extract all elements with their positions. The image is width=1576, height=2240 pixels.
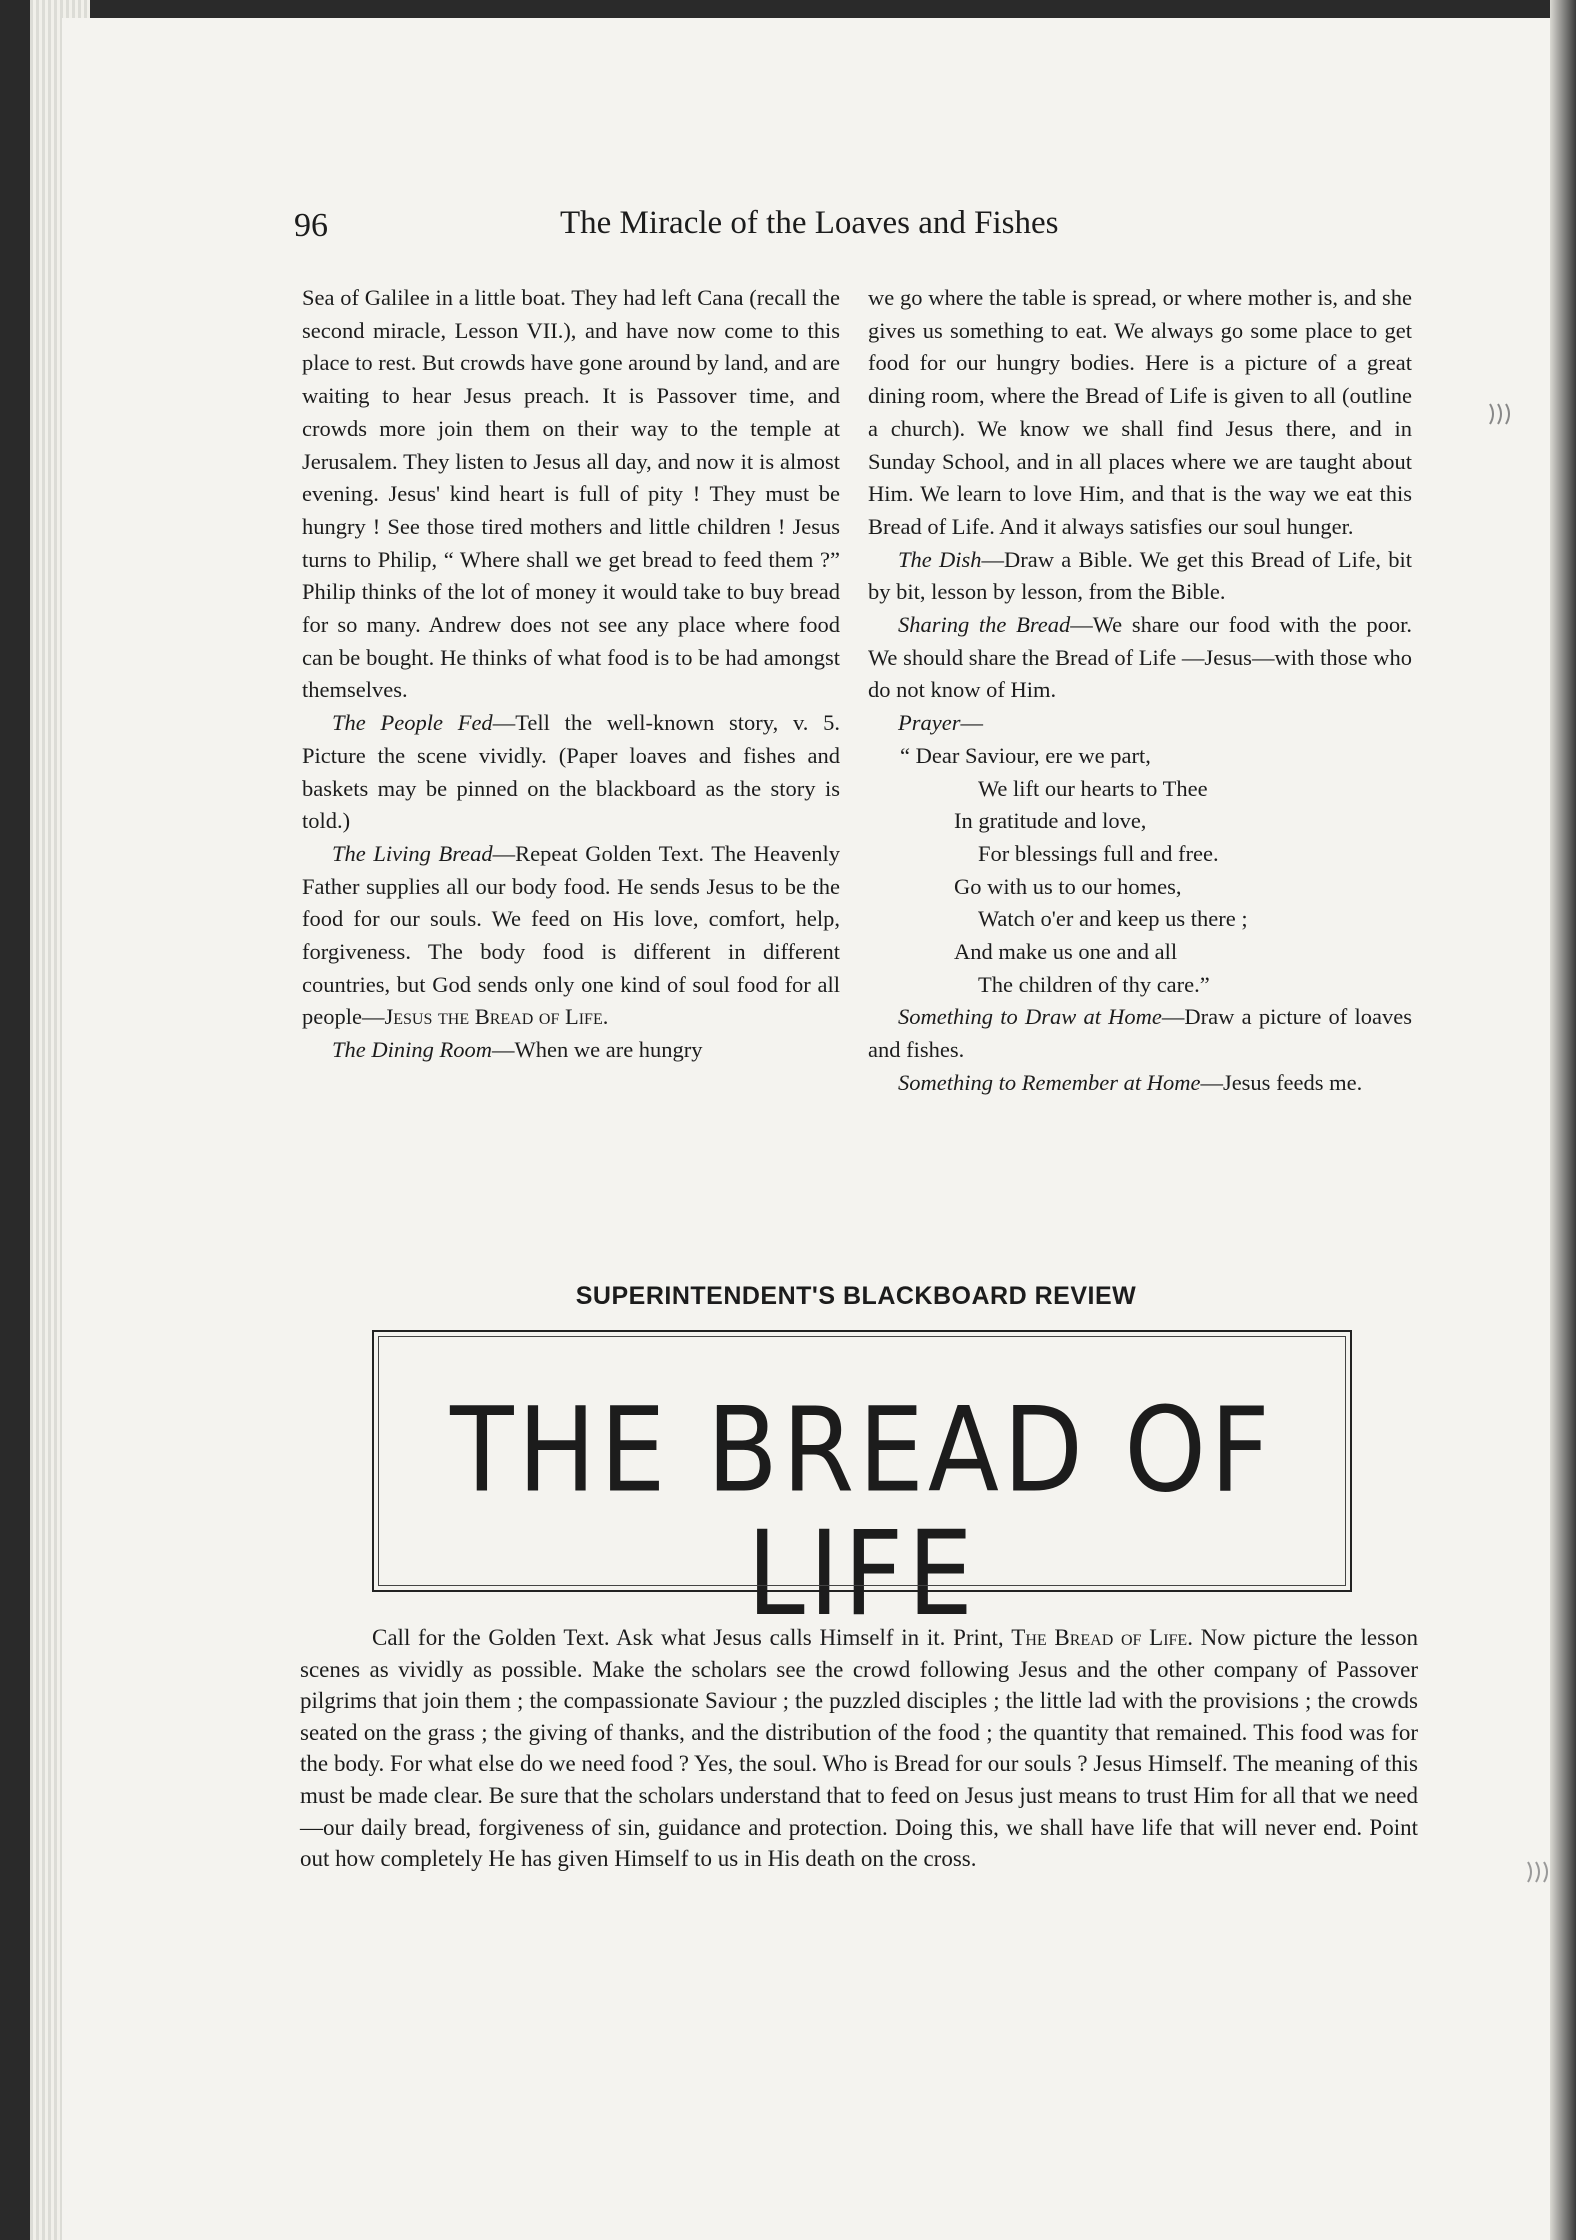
running-header xyxy=(292,205,1292,255)
section-title: Prayer xyxy=(898,710,961,736)
small-caps-text: The Bread of Life. xyxy=(1011,1625,1193,1650)
page-number: 96 xyxy=(294,207,328,244)
left-column xyxy=(302,282,840,1067)
poem-line: Go with us to our homes, xyxy=(954,873,1182,899)
poem-line: We lift our hearts to Thee xyxy=(978,775,1208,801)
prayer-poem xyxy=(868,740,1412,1002)
small-caps-text: Jesus the Bread of Life. xyxy=(384,1004,609,1030)
prayer-heading xyxy=(868,707,1412,740)
blackboard-text: THE BREAD OF LIFE xyxy=(450,1382,1274,1642)
poem-line: And make us one and all xyxy=(954,939,1178,965)
paragraph: we go where the table is spread, or where mother is, and she gives us something to eat. We always go some place to get food for our hungry bodies. Here is a picture of a great dining room, where the Bread of Life is given to all (outline a church). We know we shall find Jesus there, and in Sunday School, and in all places where we are taught about Him. We learn to love Him, and that is the way we eat this Bread of Life. And it always satisfies our soul hunger. xyxy=(868,285,1412,539)
poem-line: The children of thy care.” xyxy=(978,971,1210,997)
review-heading: SUPERINTENDENT'S BLACKBOARD REVIEW xyxy=(575,1282,1137,1310)
paragraph xyxy=(868,1001,1412,1066)
paragraph xyxy=(302,707,840,838)
paragraph xyxy=(868,609,1412,707)
section-title: The Dining Room xyxy=(332,1037,492,1063)
review-text: Call for the Golden Text. Ask what Jesus calls Himself in it. Print, xyxy=(372,1625,1012,1650)
right-column xyxy=(868,282,1412,1100)
paragraph xyxy=(868,544,1412,609)
paragraph: Sea of Galilee in a little boat. They had left Cana (recall the second miracle, Lesson VII.), and have now come to this place to rest. But crowds have gone around by land, and are waiting to hear Jesus preach. It is Passover time, and crowds more join them on their way to the temple at Jerusalem. They listen to Jesus all day, and now it is almost evening. Jesus' kind heart is full of pity ! They must be hungry ! See those tired mothers and little children ! Jesus turns to Philip, “ Where shall we get bread to feed them ?” Philip thinks of the lot of money it would take to buy bread for so many. Andrew does not see any place where food can be bought. He thinks of what food is to be had amongst themselves. xyxy=(302,285,840,703)
review-body xyxy=(300,1622,1418,1875)
section-title: The Dish xyxy=(898,546,982,572)
poem-line: For blessings full and free. xyxy=(978,840,1219,866)
review-text: Now picture the lesson scenes as vividly as possible. Make the scholars see the crowd following Jesus and the other company of Passover pilgrims that join them ; the compassionate Saviour ; the puzzled disciples ; the little lad with the provisions ; the crowds seated on the grass ; the giving of thanks, and the distribution of the food ; the quantity that remained. This food was for the body. For what else do we need food ? Yes, the soul. Who is Bread for our souls ? Jesus Himself. The meaning of this must be made clear. Be sure that the scholars understand that to feed on Jesus just means to trust Him for all that we need—our daily bread, forgiveness of sin, guidance and protection. Doing this, we shall have life that will never end. Point out how completely He has given Himself to us in His death on the cross. xyxy=(300,1625,1418,1872)
paragraph xyxy=(302,1034,840,1067)
binding-shadow xyxy=(1550,0,1576,2240)
paragraph xyxy=(868,1067,1412,1100)
paragraph xyxy=(300,1622,1418,1875)
section-dash: — xyxy=(960,710,983,736)
section-title: Sharing the Bread xyxy=(898,612,1071,638)
section-title: Something to Draw at Home xyxy=(898,1004,1162,1030)
margin-mark-icon xyxy=(1486,398,1530,430)
section-text: —Repeat Golden Text. The Heavenly Father supplies all our body food. He sends Jesus to be the food for our souls. We feed on His love, comfort, help, forgiveness. The body food is different in different countries, but God sends only one kind of soul food for all people— xyxy=(302,840,841,1030)
poem-line: Watch o'er and keep us there ; xyxy=(978,906,1248,932)
paragraph xyxy=(302,838,840,1034)
poem-line: In gratitude and love, xyxy=(954,808,1147,834)
section-title: Something to Remember at Home xyxy=(898,1069,1201,1095)
section-text: —When we are hungry xyxy=(492,1037,703,1063)
running-title: The Miracle of the Loaves and Fishes xyxy=(560,205,1059,241)
section-title: The Living Bread xyxy=(332,840,493,866)
section-text: —Tell the well-known story, v. 5. Picture the scene vividly. (Paper loaves and fishes and baskets may be pinned on the blackboard as the story is told.) xyxy=(302,710,840,834)
poem-line: “ Dear Saviour, ere we part, xyxy=(900,742,1151,768)
section-text: —Draw a picture of loaves and fishes. xyxy=(868,1004,1412,1063)
section-text: —Jesus feeds me. xyxy=(1200,1069,1363,1095)
section-title: The People Fed xyxy=(332,710,493,736)
section-text: —We share our food with the poor. We should share the Bread of Life —Jesus—with those who do not know of Him. xyxy=(868,612,1412,703)
margin-mark-icon xyxy=(1524,1856,1560,1888)
section-text: —Draw a Bible. We get this Bread of Life, bit by bit, lesson by lesson, from the Bible. xyxy=(868,546,1412,605)
